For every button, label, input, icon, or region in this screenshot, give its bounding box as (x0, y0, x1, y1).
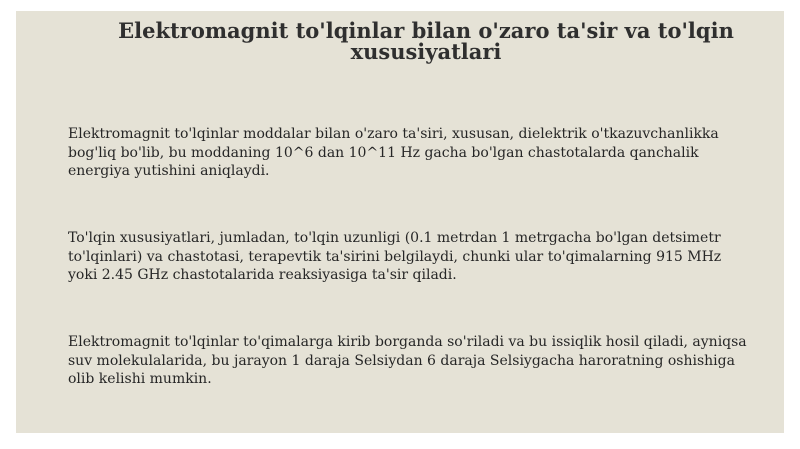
slide (16, 11, 784, 433)
slide-title: Elektromagnit to'lqinlar bilan o'zaro ta'sir va to'lqin xususiyatlari (118, 18, 734, 64)
paragraph-wave-properties: To'lqin xususiyatlari, jumladan, to'lqin uzunligi (0.1 metrdan 1 metrgacha bo'lgan detsimetr to'lqinlari) va chastotasi, terapevtik ta'sirini belgilaydi, chunki ular to'qimalarning 915 MHz yoki 2.45 GHz chastotalarida reaksiyasiga ta'sir qiladi. (68, 230, 722, 283)
paragraph-heat-absorption: Elektromagnit to'lqinlar to'qimalarga kirib borganda so'riladi va bu issiqlik hosil qiladi, ayniqsa suv molekulalarida, bu jarayon 1 daraja Selsiydan 6 daraja Selsiygacha haroratning oshishiga olib kelishi mumkin. (68, 334, 747, 387)
paragraph-dielectric: Elektromagnit to'lqinlar moddalar bilan o'zaro ta'siri, xususan, dielektrik o'tkazuvchanlikka bog'liq bo'lib, bu moddaning 10^6 dan 10^11 Hz gacha bo'lgan chastotalarda qanchalik energiya yutishini aniqlaydi. (68, 126, 719, 179)
